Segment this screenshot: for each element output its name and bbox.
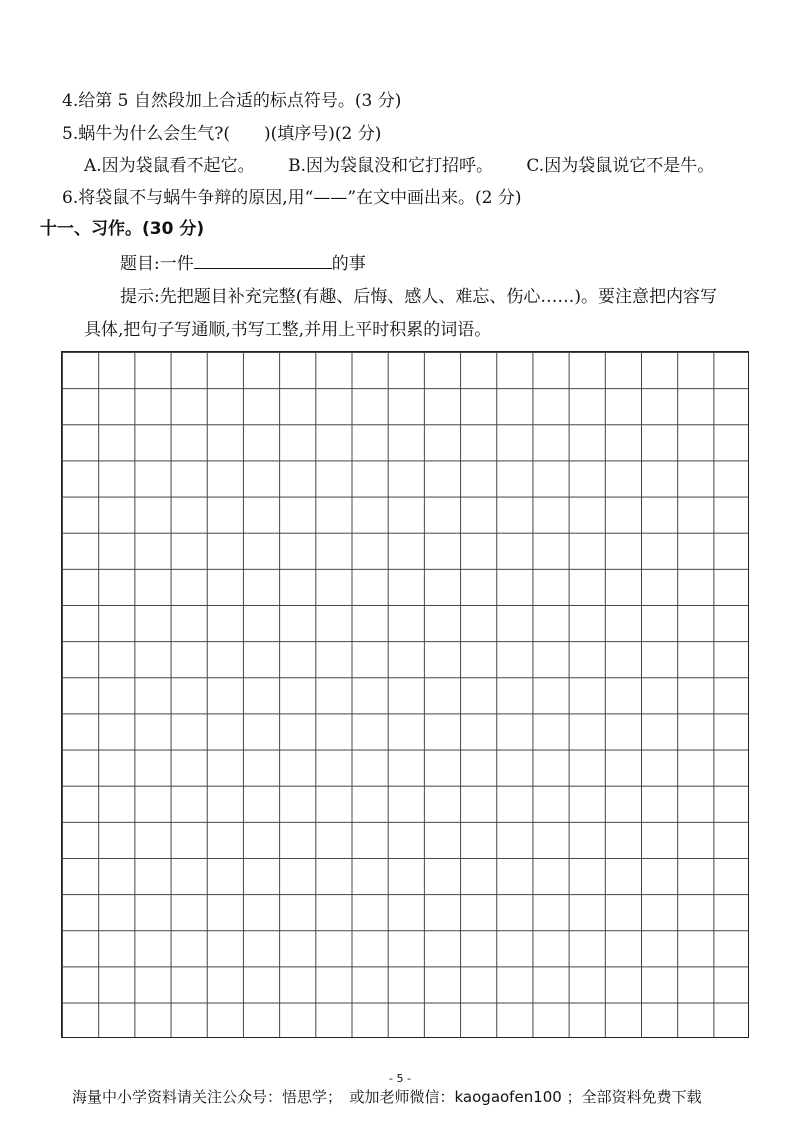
title-prefix: 题目:一件 bbox=[120, 254, 194, 274]
hint-line-2: 具体,把句子写通顺,书写工整,并用上平时积累的词语。 bbox=[84, 320, 492, 340]
title-blank bbox=[194, 252, 332, 269]
hint-line-1: 提示:先把题目补充完整(有趣、后悔、感人、难忘、伤心……)。要注意把内容写 bbox=[120, 287, 717, 307]
option-b: B.因为袋鼠没和它打招呼。 bbox=[288, 156, 493, 176]
title-suffix: 的事 bbox=[331, 254, 366, 274]
question-4: 4.给第 5 自然段加上合适的标点符号。(3 分) bbox=[62, 91, 402, 111]
question-5-options bbox=[84, 155, 714, 177]
writing-grid bbox=[61, 351, 749, 1038]
footer-note: 海量中小学资料请关注公众号：悟思学； 或加老师微信：kaogaofen100 ；全部资料免费下载 bbox=[72, 1088, 702, 1106]
section-heading: 十一、习作。(30 分) bbox=[40, 219, 205, 239]
question-6: 6.将袋鼠不与蜗牛争辩的原因,用“——”在文中画出来。(2 分) bbox=[62, 188, 522, 208]
option-a: A.因为袋鼠看不起它。 bbox=[84, 156, 255, 176]
option-c: C.因为袋鼠说它不是牛。 bbox=[526, 156, 715, 176]
question-5: 5.蜗牛为什么会生气?( )(填序号)(2 分) bbox=[62, 124, 382, 144]
page-number: - 5 - bbox=[389, 1072, 411, 1085]
essay-title-line bbox=[120, 252, 366, 275]
